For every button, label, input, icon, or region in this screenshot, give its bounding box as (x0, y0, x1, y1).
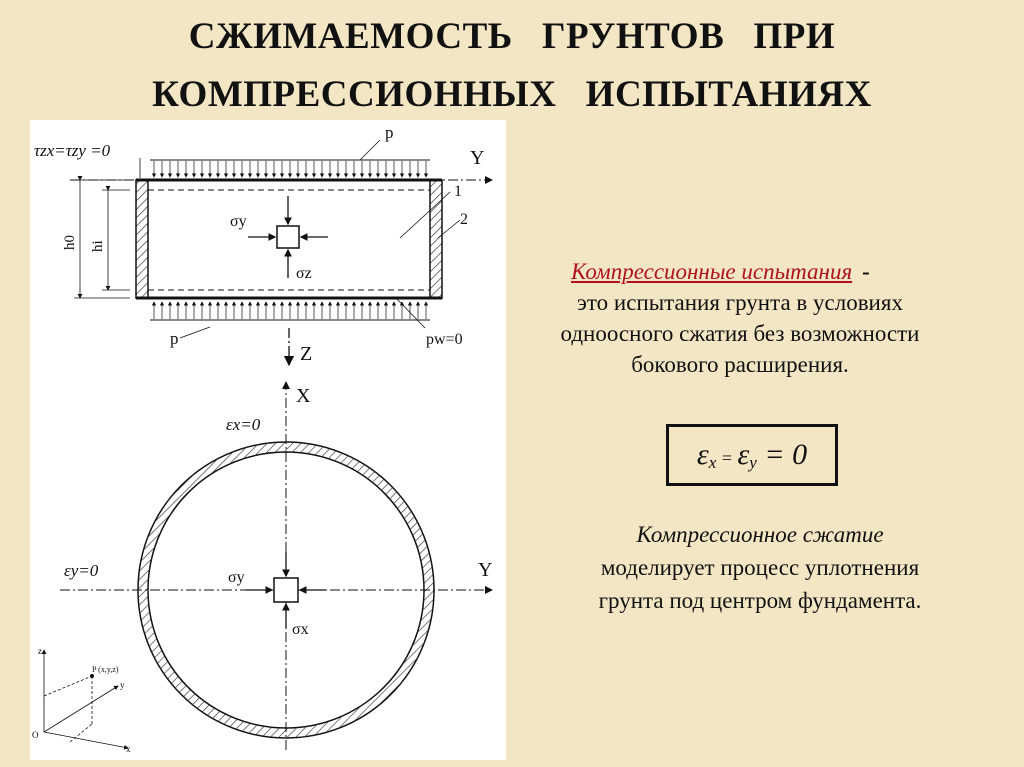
coord-z: z (38, 646, 42, 656)
definition-line-3: бокового расширения. (631, 352, 849, 377)
note-line-2: моделирует процесс уплотнения (600, 555, 920, 580)
formula-eps-1: ε (696, 438, 709, 471)
formula-sub-x: x (708, 453, 717, 472)
sigma-y-label-plan: σy (228, 569, 245, 586)
strain-formula (666, 424, 838, 486)
load-arrows-bottom (150, 302, 430, 320)
p-bottom-label: p (170, 329, 179, 348)
eps-x-label: εx=0 (226, 415, 261, 434)
compression-test-diagram (30, 120, 506, 760)
definition-dash: - (862, 259, 870, 284)
sigma-y-label-top: σy (230, 213, 247, 230)
definition-term: Компрессионные испытания (571, 259, 853, 284)
definition-line-1: это испытания грунта в условиях (577, 290, 903, 315)
p-top-label: p (385, 123, 394, 142)
eps-y-label: εy=0 (64, 561, 99, 580)
slide-title (0, 8, 1024, 124)
hi-label: hi (90, 240, 106, 252)
sigma-x-label: σx (292, 621, 309, 638)
y-axis-label-plan: Y (478, 559, 493, 581)
label-2: 2 (460, 211, 468, 228)
coordinate-sketch (32, 646, 131, 754)
slide-title-line-2: КОМПРЕССИОННЫХ ИСПЫТАНИЯХ (152, 74, 872, 115)
pw-label: pw=0 (426, 331, 463, 348)
load-arrows-top (150, 160, 430, 177)
sigma-z-label: σz (296, 265, 312, 282)
note-line-1: Компрессионное сжатие (636, 522, 884, 547)
slide-title-line-1: СЖИМАЕМОСТЬ ГРУНТОВ ПРИ (188, 16, 836, 57)
coord-o: O (32, 730, 39, 740)
y-axis-label-top: Y (470, 147, 485, 169)
note-line-3: грунта под центром фундамента. (598, 588, 922, 613)
coord-x: x (126, 744, 131, 754)
formula-eq-2: = 0 (756, 438, 808, 471)
definition-block (515, 256, 985, 380)
plan-view (60, 382, 492, 750)
definition-line-2: одноосного сжатия без возможности (560, 321, 920, 346)
z-axis-label: Z (300, 343, 313, 365)
tau-label: τzx=τzy =0 (34, 141, 111, 160)
coord-y: y (120, 680, 125, 690)
formula-eps-2: ε (737, 438, 750, 471)
x-axis-label: X (296, 385, 311, 407)
label-1: 1 (454, 183, 462, 200)
h0-label: h0 (62, 235, 78, 250)
formula-eq-1: = (716, 448, 738, 468)
section-view (34, 123, 492, 365)
formula-sub-y: y (749, 453, 757, 472)
note-block (540, 518, 980, 617)
coord-point: P (x,y,z) (92, 665, 119, 674)
